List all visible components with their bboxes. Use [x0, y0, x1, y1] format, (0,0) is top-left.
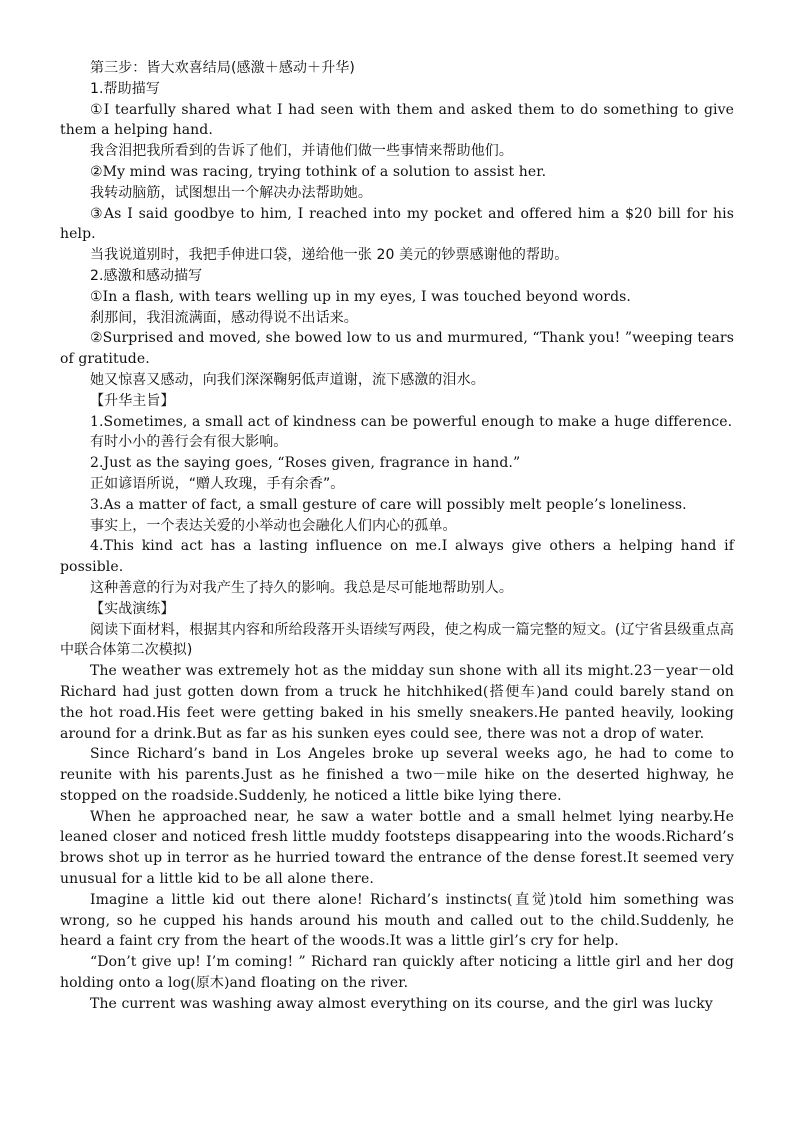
example-sentence: 1.Sometimes, a small act of kindness can be powerful enough to make a huge difference.	[90, 413, 733, 430]
section-heading-gratitude: 2.感激和感动描写	[90, 267, 203, 284]
example-translation: 当我说道别时，我把手伸进口袋，递给他一张 20 美元的钞票感谢他的帮助。	[90, 247, 569, 264]
section-heading-practice: 【实战演练】	[90, 600, 175, 617]
step-heading: 第三步：皆大欢喜结局(感激＋感动＋升华)	[90, 60, 355, 76]
story-paragraph: The current was washing away almost everything on its course, and the girl was lucky	[90, 995, 713, 1012]
document-page	[60, 58, 734, 1015]
example-sentence: ②Surprised and moved, she bowed low to us and murmured, “Thank you! ”weeping tears of gratitude.	[60, 330, 734, 368]
section-heading-help: 1.帮助描写	[90, 80, 160, 97]
example-sentence: 4.This kind act has a lasting influence on me.I always give others a helping hand if possible.	[60, 538, 734, 576]
story-paragraph: Since Richard’s band in Los Angeles broke up several weeks ago, he had to come to reunite with his parents.Just as he finished a two－mile hike on the deserted highway, he stopped on the roadside.Suddenly, he noticed a little bike lying there.	[60, 746, 734, 804]
example-sentence: 3.As a matter of fact, a small gesture of care will possibly melt people’s loneliness.	[90, 496, 687, 513]
example-translation: 她又惊喜又感动，向我们深深鞠躬低声道谢，流下感激的泪水。	[90, 371, 485, 388]
story-paragraph: Imagine a little kid out there alone! Richard’s instincts(直觉)told him something was wrong, so he cupped his hands around his mouth and called out to the child.Suddenly, he heard a faint cry from the heart of the woods.It was a little girl’s cry for help.	[60, 891, 734, 950]
example-translation: 我转动脑筋，试图想出一个解决办法帮助她。	[90, 184, 372, 201]
example-translation: 正如谚语所说，“赠人玫瑰，手有余香”。	[90, 475, 345, 492]
example-translation: 这种善意的行为对我产生了持久的影响。我总是尽可能地帮助别人。	[90, 579, 513, 596]
example-translation: 我含泪把我所看到的告诉了他们，并请他们做一些事情来帮助他们。	[90, 143, 513, 160]
example-translation: 刹那间，我泪流满面，感动得说不出话来。	[90, 309, 358, 326]
example-sentence: 2.Just as the saying goes, “Roses given, fragrance in hand.”	[90, 455, 521, 472]
example-sentence: ③As I said goodbye to him, I reached into my pocket and offered him a $20 bill for his help.	[60, 205, 734, 243]
example-sentence: ①I tearfully shared what I had seen with them and asked them to do something to give them a helping hand.	[60, 101, 734, 139]
example-sentence: ①In a flash, with tears welling up in my eyes, I was touched beyond words.	[90, 288, 631, 305]
story-paragraph: “Don’t give up! I’m coming! ” Richard ran quickly after noticing a little girl and her dog holding onto a log(原木)and floating on the river.	[60, 954, 734, 992]
task-instructions: 阅读下面材料，根据其内容和所给段落开头语续写两段，使之构成一篇完整的短文。(辽宁省县级重点高中联合体第二次模拟)	[60, 621, 734, 659]
story-paragraph: When he approached near, he saw a water bottle and a small helmet lying nearby.He leaned closer and noticed fresh little muddy footsteps disappearing into the woods.Richard’s brows shot up in terror as he hurried toward the entrance of the dense forest.It seemed very unusual for a little kid to be all alone there.	[60, 808, 734, 888]
example-translation: 有时小小的善行会有很大影响。	[90, 434, 288, 451]
section-heading-theme: 【升华主旨】	[90, 392, 175, 409]
example-translation: 事实上，一个表达关爱的小举动也会融化人们内心的孤单。	[90, 517, 457, 534]
example-sentence: ②My mind was racing, trying tothink of a solution to assist her.	[90, 163, 547, 180]
story-paragraph: The weather was extremely hot as the midday sun shone with all its might.23－year－old Richard had just gotten down from a truck he hitchhiked(搭便车)and could barely stand on the hot road.His feet were getting baked in his smelly sneakers.He panted heavily, looking around for a drink.But as far as his sunken eyes could see, there was not a drop of water.	[60, 663, 734, 742]
